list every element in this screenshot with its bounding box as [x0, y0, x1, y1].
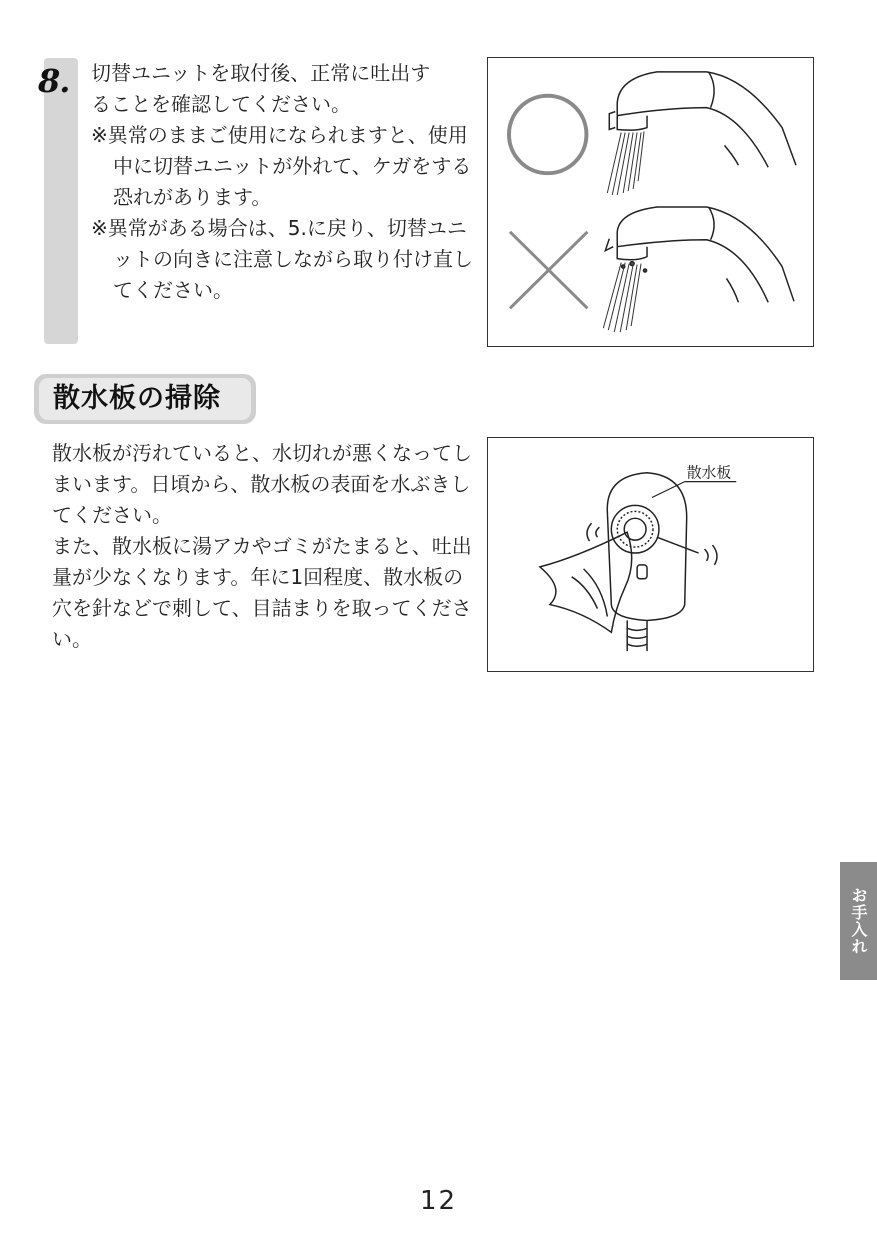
cloth-icon [540, 532, 632, 632]
section-body [52, 438, 477, 655]
spray-plate-label: 散水板 [686, 463, 732, 482]
page-number: 12 [419, 1186, 458, 1216]
section-side-tab: お手入れ [840, 862, 877, 980]
step-indicator-bar [44, 58, 78, 344]
paragraph: また、散水板に湯アカやゴミがたまると、吐出量が少なくなります。年に1回程度、散水板の穴を針などで刺して、目詰まりを取ってください。 [52, 534, 472, 651]
faucet-top-drawing [609, 72, 796, 167]
step-line: ることを確認してください。 [91, 92, 351, 116]
faucet-check-drawing [488, 58, 813, 346]
spray-plate-icon [611, 505, 659, 553]
needle-icon [657, 537, 699, 553]
step-line: 切替ユニットを取付後、正常に吐出す [91, 61, 431, 85]
caution-note: ※異常のままご使用になられますと、使用中に切替ユニットが外れて、ケガをする恐れがあります。 [91, 123, 472, 209]
section-title: 散水板の掃除 [39, 378, 251, 420]
water-stream-ng [603, 263, 641, 333]
water-stream-ok [607, 131, 644, 195]
circle-ok-icon [509, 96, 586, 173]
caution-note: ※異常がある場合は、5.に戻り、切替ユニットの向きに注意しながら取り付け直してください。 [91, 216, 473, 302]
spray-plate-drawing [488, 438, 813, 671]
paragraph: 散水板が汚れていると、水切れが悪くなってしまいます。日頃から、散水板の表面を水ぶきしてください。 [52, 441, 472, 527]
spray-plate-cleaning-illustration [487, 437, 814, 672]
cross-ng-icon [510, 232, 587, 308]
step-number: 8. [38, 62, 70, 100]
faucet-check-illustration [487, 57, 814, 347]
step-instructions [91, 58, 481, 306]
section-heading [34, 374, 256, 424]
